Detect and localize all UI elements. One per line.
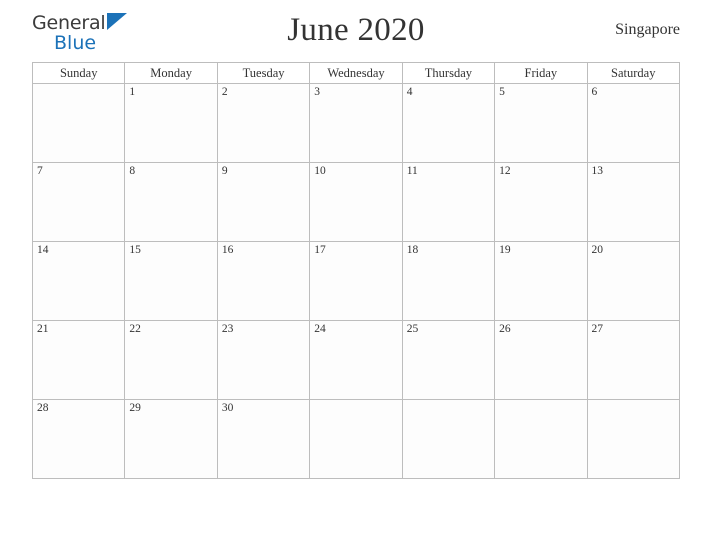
day-cell[interactable] [587,242,679,321]
day-number: 20 [591,244,604,256]
day-number: 15 [129,244,141,256]
day-number: 6 [591,86,598,98]
day-cell[interactable] [495,400,587,479]
day-number: 16 [221,244,234,256]
day-cell[interactable] [587,321,679,400]
day-cell[interactable] [495,242,587,321]
day-cell[interactable] [402,242,494,321]
day-cell[interactable] [402,321,494,400]
day-number: 21 [37,323,49,335]
day-cell[interactable] [217,163,309,242]
week-row [33,400,680,479]
month-grid [32,62,680,479]
day-cell[interactable] [125,400,217,479]
weekday-header-monday: Monday [125,63,217,84]
day-number: 26 [499,323,511,335]
day-number: 12 [499,165,511,177]
logo-text-blue: Blue [54,31,97,54]
day-number: 30 [221,402,234,414]
day-number: 2 [221,86,228,98]
week-row [33,84,680,163]
day-number: 7 [37,165,43,177]
day-number: 4 [406,86,413,98]
day-cell[interactable] [33,321,125,400]
page-header [32,0,680,60]
day-cell[interactable] [587,163,679,242]
day-cell[interactable] [402,84,494,163]
weekday-header-saturday: Saturday [587,63,679,84]
day-cell[interactable] [310,242,402,321]
weekday-header-sunday: Sunday [33,63,125,84]
day-number: 10 [314,165,326,177]
day-cell[interactable] [495,321,587,400]
day-cell[interactable] [310,84,402,163]
day-number: 18 [406,244,419,256]
weekday-header-wednesday: Wednesday [310,63,402,84]
day-number: 23 [221,323,234,335]
weekday-header-thursday: Thursday [402,63,494,84]
day-number: 24 [314,323,326,335]
day-number: 8 [129,165,136,177]
day-cell[interactable] [217,84,309,163]
day-number: 9 [221,165,228,177]
day-cell[interactable] [217,321,309,400]
day-number: 29 [129,402,141,414]
day-cell[interactable] [402,163,494,242]
day-cell[interactable] [125,163,217,242]
day-cell[interactable] [310,400,402,479]
weekday-header-row [33,63,680,84]
day-number: 17 [314,244,326,256]
day-number: 3 [314,86,321,98]
day-number: 25 [406,323,419,335]
page-title: June 2020 [287,11,425,48]
day-cell[interactable] [310,321,402,400]
day-cell[interactable] [495,163,587,242]
weekday-header-friday: Friday [495,63,587,84]
country-label: Singapore [615,21,680,38]
day-number: 14 [37,244,49,256]
day-cell[interactable] [125,84,217,163]
day-cell[interactable] [33,400,125,479]
day-cell[interactable] [217,242,309,321]
day-cell[interactable] [587,84,679,163]
day-cell[interactable] [125,321,217,400]
day-cell[interactable] [217,400,309,479]
day-number: 28 [37,402,49,414]
weekday-header-tuesday: Tuesday [217,63,309,84]
day-cell[interactable] [310,163,402,242]
week-row [33,242,680,321]
day-cell[interactable] [495,84,587,163]
week-row [33,321,680,400]
logo-text-general: General [32,11,106,34]
day-cell[interactable] [33,163,125,242]
day-number: 13 [591,165,604,177]
day-cell[interactable] [33,84,125,163]
day-number: 27 [591,323,604,335]
day-cell[interactable] [33,242,125,321]
week-row [33,163,680,242]
day-number: 5 [499,86,505,98]
day-number: 1 [129,86,136,98]
day-number: 22 [129,323,141,335]
day-cell[interactable] [402,400,494,479]
day-number: 19 [499,244,511,256]
day-cell[interactable] [587,400,679,479]
day-number: 11 [406,165,418,177]
day-cell[interactable] [125,242,217,321]
